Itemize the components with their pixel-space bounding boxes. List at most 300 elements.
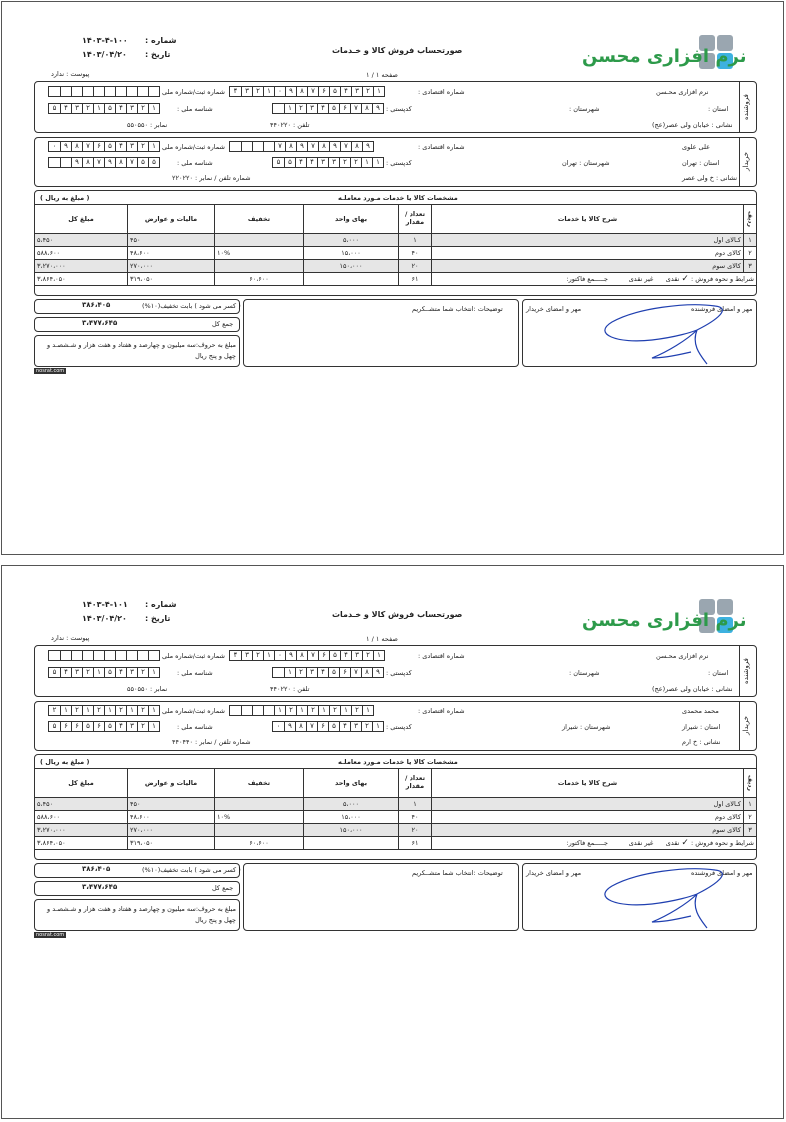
page-info: صفحه ۱ / ۱ xyxy=(366,71,398,79)
seller-postal-grid xyxy=(272,103,384,114)
cell-total: ۵۸۸،۶۰۰ xyxy=(35,247,128,260)
seller-province-label: استان : xyxy=(708,105,729,113)
buyer-city xyxy=(562,724,610,731)
discount-line-value: ۳۸۶،۴۰۵ xyxy=(82,865,111,873)
digit-cell xyxy=(93,651,104,660)
digit-cell: ۳ xyxy=(241,651,252,660)
seller-phone xyxy=(270,122,309,129)
digit-cell: ۵ xyxy=(82,722,93,731)
digit-cell: ۴ xyxy=(295,158,306,167)
buyer-address xyxy=(682,739,720,746)
digit-cell: ۲ xyxy=(285,706,296,715)
header-desc: شرح کالا یا خدمات xyxy=(432,205,744,234)
digit-cell: ۸ xyxy=(285,142,296,151)
digit-cell: ۱ xyxy=(148,104,159,113)
digit-cell: ۰ xyxy=(276,722,281,730)
buyer-reg-label: شماره ثبت/شماره ملی xyxy=(162,143,225,151)
invoice-total-label: جـــــمع فاکتور: xyxy=(566,839,609,847)
seller-national-label: شناسه ملی : xyxy=(177,105,213,113)
digit-cell: ۸ xyxy=(71,142,82,151)
watermark: nosrat.com xyxy=(36,932,65,938)
net-label: جمع کل xyxy=(212,884,234,892)
summary-qty_total: ۶۱ xyxy=(399,273,432,286)
currency-note: ( مبلغ به ریال ) xyxy=(40,758,90,766)
digit-cell xyxy=(115,87,126,96)
digit-cell: ۲ xyxy=(362,651,373,660)
discount-line-label: ( کسر می شود ) بابت تخفیف(۱۰%) xyxy=(142,866,241,874)
digit-cell: ۱ xyxy=(284,668,295,677)
seller-section-label: فروشنده xyxy=(742,658,750,684)
digit-cell xyxy=(273,668,284,677)
cell-desc: کالای سوم xyxy=(432,824,744,837)
digit-cell: ۵ xyxy=(104,722,115,731)
digit-cell xyxy=(104,651,115,660)
digit-cell: ۲ xyxy=(361,722,372,731)
table-row xyxy=(35,824,757,837)
digit-cell: ۱ xyxy=(372,158,383,167)
digit-cell: ۴ xyxy=(233,87,238,95)
digit-cell: ۳ xyxy=(317,158,328,167)
digit-cell: ۱ xyxy=(296,706,307,715)
seller-reg-grid xyxy=(48,650,160,661)
cell-unit_price: ۱۵۰،۰۰۰ xyxy=(304,260,399,273)
invoice-page xyxy=(1,565,784,1119)
digit-cell xyxy=(148,651,159,660)
digit-cell: ۷ xyxy=(307,651,318,660)
digit-cell: ۲ xyxy=(93,706,104,715)
header-unit_price: بهای واحد xyxy=(304,769,399,798)
digit-cell: ۶ xyxy=(339,104,350,113)
digit-cell: ۵ xyxy=(328,668,339,677)
cell-discount xyxy=(215,260,304,273)
cash-option: نقدی xyxy=(665,275,680,283)
cell-desc: کـالای اول xyxy=(432,234,744,247)
digit-cell: ۵ xyxy=(276,158,281,166)
cell-unit_price: ۵،۰۰۰ xyxy=(304,798,399,811)
digit-cell: ۷ xyxy=(340,142,351,151)
digit-cell: ۵ xyxy=(104,142,115,151)
seller-eco-label: شماره اقتصادی : xyxy=(418,652,465,660)
digit-cell: ۵ xyxy=(104,668,115,677)
digit-cell: ۸ xyxy=(318,142,329,151)
seller-signature-label: مهر و امضای فروشنده xyxy=(691,305,753,313)
cell-discount xyxy=(215,234,304,247)
digit-cell: ۲ xyxy=(307,706,318,715)
digit-cell: ۵ xyxy=(52,104,57,112)
summary-grand_total: ۳،۸۶۴،۰۵۰ xyxy=(35,273,128,286)
seller-postal-label: کدپستی : xyxy=(386,669,412,677)
cell-discount xyxy=(215,798,304,811)
digit-cell: ۱ xyxy=(82,706,93,715)
digit-cell: ۹ xyxy=(372,668,383,677)
net-value: ۳،۴۷۷،۶۴۵ xyxy=(82,319,118,327)
digit-cell: ۷ xyxy=(307,142,318,151)
conditions-label: شرایط و نحوه فروش : xyxy=(691,275,754,283)
cell-total: ۳،۲۷۰،۰۰۰ xyxy=(35,824,128,837)
currency-note: ( مبلغ به ریال ) xyxy=(40,194,90,202)
field-label: استان : xyxy=(700,723,721,731)
signature-drawing xyxy=(597,864,747,930)
digit-cell xyxy=(49,87,60,96)
digit-cell xyxy=(49,158,60,167)
header-row: ردیف xyxy=(744,769,757,798)
cell-row: ۱ xyxy=(744,234,757,247)
header-tax: مالیات و عوارض xyxy=(128,205,215,234)
page-info: صفحه ۱ / ۱ xyxy=(366,635,398,643)
sale-conditions xyxy=(432,273,757,286)
discount-line-label: ( کسر می شود ) بابت تخفیف(۱۰%) xyxy=(142,302,241,310)
digit-cell: ۷ xyxy=(274,142,285,151)
digit-cell: ۶ xyxy=(339,668,350,677)
digit-cell xyxy=(60,87,71,96)
digit-cell: ۲ xyxy=(295,668,306,677)
buyer-section-label: خریدار xyxy=(742,715,750,735)
table-row xyxy=(35,798,757,811)
seller-postal-label: کدپستی : xyxy=(386,105,412,113)
buyer-signature-label: مهر و امضای خریدار xyxy=(526,869,582,877)
cell-unit_price: ۱۵۰،۰۰۰ xyxy=(304,824,399,837)
seller-signature-label: مهر و امضای فروشنده xyxy=(691,869,753,877)
items-table xyxy=(34,768,757,850)
noncash-option: غیر نقدی xyxy=(628,275,654,283)
table-row xyxy=(35,811,757,824)
table-row xyxy=(35,234,757,247)
header-unit_price: بهای واحد xyxy=(304,205,399,234)
items-header-row xyxy=(35,205,757,234)
net-box xyxy=(34,881,240,896)
digit-cell: ۹ xyxy=(284,722,295,731)
seller-city-label: شهرستان : xyxy=(569,669,600,677)
field-label: شهرستان : xyxy=(580,723,611,731)
buyer-section-label: خریدار xyxy=(742,151,750,171)
header-tax: مالیات و عوارض xyxy=(128,769,215,798)
cell-row: ۳ xyxy=(744,824,757,837)
summary-discount_total: ۶۰،۶۰۰ xyxy=(215,273,304,286)
digit-cell: ۴ xyxy=(317,104,328,113)
field-label: استان : xyxy=(699,159,720,167)
seller-section-label: فروشنده xyxy=(742,94,750,120)
buyer-phone xyxy=(172,739,251,746)
field-value: ۴۴۰۲۲۰ xyxy=(270,121,291,129)
buyer-eco-grid xyxy=(229,705,374,716)
field-label: نشانی : xyxy=(716,174,738,182)
digit-cell: ۴ xyxy=(60,668,71,677)
digit-cell: ۴ xyxy=(115,668,126,677)
digit-cell: ۱ xyxy=(372,722,383,731)
cell-desc: کالای دوم xyxy=(432,247,744,260)
cell-row: ۱ xyxy=(744,798,757,811)
invoice-number-label: شماره : xyxy=(145,36,177,45)
digit-cell: ۰ xyxy=(274,651,285,660)
digit-cell: ۹ xyxy=(60,142,71,151)
digit-cell: ۱ xyxy=(148,706,159,715)
cell-discount: ۱۰% xyxy=(215,811,304,824)
digit-cell: ۶ xyxy=(71,722,82,731)
cell-total: ۵،۴۵۰ xyxy=(35,234,128,247)
digit-cell xyxy=(93,87,104,96)
digit-cell xyxy=(241,142,252,151)
cell-qty: ۴۰ xyxy=(399,811,432,824)
cell-discount xyxy=(215,824,304,837)
digit-cell: ۷ xyxy=(93,158,104,167)
cell-desc: کـالای اول xyxy=(432,798,744,811)
digit-cell: ۷ xyxy=(307,87,318,96)
buyer-signature-label: مهر و امضای خریدار xyxy=(526,305,582,313)
invoice-title: صورتحساب فروش کالا و خـدمات xyxy=(332,610,463,619)
digit-cell xyxy=(126,87,137,96)
digit-cell xyxy=(49,651,60,660)
net-box xyxy=(34,317,240,332)
digit-cell: ۱ xyxy=(148,722,159,731)
digit-cell: ۶ xyxy=(60,722,71,731)
invoice-date: ۱۴۰۳/۰۴/۲۰ xyxy=(82,50,127,59)
field-label: شهرستان : xyxy=(579,159,610,167)
digit-cell: ۲ xyxy=(362,87,373,96)
field-label: نشانی : xyxy=(699,738,721,746)
invoice-date-label: تاریخ : xyxy=(145,50,171,59)
cell-unit_price: ۵،۰۰۰ xyxy=(304,234,399,247)
digit-cell: ۱ xyxy=(148,668,159,677)
header-discount: تخفیف xyxy=(215,205,304,234)
invoice-number: ۱۴۰۳-۴-۱۰۰ xyxy=(82,36,128,45)
digit-cell: ۲ xyxy=(137,706,148,715)
buyer-eco-grid xyxy=(229,141,374,152)
seller-name: نرم افزاری محـسن xyxy=(656,652,709,660)
cell-total: ۵۸۸،۶۰۰ xyxy=(35,811,128,824)
buyer-postal-label: کدپستی : xyxy=(386,159,412,167)
header-qty: تعداد / مقدار xyxy=(399,205,432,234)
digit-cell: ۳ xyxy=(126,142,137,151)
seller-national-grid xyxy=(48,667,160,678)
digit-cell: ۴ xyxy=(339,722,350,731)
digit-cell: ۳ xyxy=(126,722,137,731)
cell-row: ۳ xyxy=(744,260,757,273)
digit-cell xyxy=(230,142,241,151)
buyer-province xyxy=(682,724,720,731)
digit-cell: ۱ xyxy=(284,104,295,113)
digit-cell: ۲ xyxy=(71,706,82,715)
digit-cell: ۸ xyxy=(296,87,307,96)
digit-cell: ۰ xyxy=(52,142,57,150)
cell-tax: ۲۷۰،۰۰۰ xyxy=(128,260,215,273)
digit-cell: ۱ xyxy=(274,706,285,715)
digit-cell xyxy=(137,651,148,660)
cell-row: ۲ xyxy=(744,247,757,260)
digit-cell: ۲ xyxy=(137,142,148,151)
cell-tax: ۴۵۰ xyxy=(128,798,215,811)
logo-text: نرم افزاری محسن xyxy=(582,610,747,631)
digit-cell: ۴ xyxy=(115,104,126,113)
check-icon: ✓ xyxy=(681,274,689,284)
logo-text: نرم افزاری محسن xyxy=(582,46,747,67)
field-label: شماره تلفن / نمابر : xyxy=(195,738,251,746)
digit-cell: ۹ xyxy=(296,142,307,151)
conditions-label: شرایط و نحوه فروش : xyxy=(691,839,754,847)
cell-qty: ۴۰ xyxy=(399,247,432,260)
field-value: ۲۲۰۲۲۰ xyxy=(172,174,193,182)
invoice-date: ۱۴۰۳/۰۴/۲۰ xyxy=(82,614,127,623)
digit-cell: ۴ xyxy=(233,651,238,659)
items-header-row xyxy=(35,769,757,798)
cell-total: ۳،۲۷۰،۰۰۰ xyxy=(35,260,128,273)
buyer-city xyxy=(562,160,610,167)
digit-cell: ۴ xyxy=(60,104,71,113)
buyer-eco-label: شماره اقتصادی : xyxy=(418,143,465,151)
digit-cell: ۵ xyxy=(328,104,339,113)
digit-cell: ۲ xyxy=(252,651,263,660)
digit-cell xyxy=(148,87,159,96)
seller-province-label: استان : xyxy=(708,669,729,677)
buyer-reg-label: شماره ثبت/شماره ملی xyxy=(162,707,225,715)
digit-cell: ۷ xyxy=(82,142,93,151)
sale-conditions xyxy=(432,837,757,850)
digit-cell: ۸ xyxy=(361,104,372,113)
digit-cell: ۴ xyxy=(306,158,317,167)
header-total: مبلغ کل xyxy=(35,769,128,798)
digit-cell: ۹ xyxy=(372,104,383,113)
digit-cell xyxy=(60,651,71,660)
summary-row xyxy=(35,837,757,850)
digit-cell: ۱ xyxy=(93,668,104,677)
digit-cell: ۶ xyxy=(317,722,328,731)
items-section-title: مشخصات کالا یا خدمات مـورد معاملـه xyxy=(338,194,458,202)
digit-cell xyxy=(252,706,263,715)
digit-cell: ۵ xyxy=(328,722,339,731)
digit-cell: ۳ xyxy=(71,668,82,677)
digit-cell xyxy=(241,706,252,715)
seller-fax xyxy=(127,686,167,693)
digit-cell xyxy=(82,87,93,96)
field-value: خیابان ولی عصر(عج) xyxy=(652,685,710,693)
digit-cell xyxy=(82,651,93,660)
digit-cell: ۵ xyxy=(329,651,340,660)
cell-discount: ۱۰% xyxy=(215,247,304,260)
digit-cell xyxy=(126,651,137,660)
seller-address xyxy=(652,686,733,693)
digit-cell xyxy=(263,706,274,715)
digit-cell: ۱ xyxy=(340,706,351,715)
buyer-reg-grid xyxy=(48,141,160,152)
digit-cell: ۴ xyxy=(340,651,351,660)
seller-national-label: شناسه ملی : xyxy=(177,669,213,677)
cell-qty: ۲۰ xyxy=(399,824,432,837)
field-value: ۴۴۰۴۴۰ xyxy=(172,738,193,746)
buyer-national-grid xyxy=(48,157,160,168)
cell-unit_price: ۱۵،۰۰۰ xyxy=(304,247,399,260)
field-value: ۴۴۰۲۲۰ xyxy=(270,685,291,693)
digit-cell: ۱ xyxy=(126,706,137,715)
cell-unit_price: ۱۵،۰۰۰ xyxy=(304,811,399,824)
items-table xyxy=(34,204,757,286)
seller-name: نرم افزاری محـسن xyxy=(656,88,709,96)
digit-cell: ۵ xyxy=(52,668,57,676)
digit-cell: ۲ xyxy=(52,706,57,714)
digit-cell: ۲ xyxy=(137,104,148,113)
summary-qty_total: ۶۱ xyxy=(399,837,432,850)
field-label: نشانی : xyxy=(711,121,733,129)
digit-cell: ۴ xyxy=(115,722,126,731)
buyer-province xyxy=(682,160,719,167)
seller-eco-label: شماره اقتصادی : xyxy=(418,88,465,96)
seller-city-label: شهرستان : xyxy=(569,105,600,113)
digit-cell: ۲ xyxy=(351,706,362,715)
buyer-national-label: شناسه ملی : xyxy=(177,723,213,731)
field-value: تهران xyxy=(682,159,697,167)
amount-in-words: مبلغ به حروف:سه میلیون و چهارصد و هفتاد و هفت هزار و شـشصـد و چهل و پنج ریال xyxy=(47,341,236,361)
digit-cell: ۵ xyxy=(137,158,148,167)
seller-national-grid xyxy=(48,103,160,114)
table-row xyxy=(35,260,757,273)
digit-cell: ۱ xyxy=(263,87,274,96)
field-value: تهران xyxy=(562,159,577,167)
digit-cell xyxy=(115,651,126,660)
digit-cell: ۲ xyxy=(295,104,306,113)
digit-cell: ۵ xyxy=(148,158,159,167)
buyer-national-grid xyxy=(48,721,160,732)
digit-cell xyxy=(263,142,274,151)
remarks-text: توضیحات :انتخاب شما متشــکریم xyxy=(412,869,503,877)
digit-cell: ۲ xyxy=(339,158,350,167)
digit-cell: ۳ xyxy=(328,158,339,167)
field-value: ۵۵۰۵۵۰ xyxy=(127,685,148,693)
summary-tax_total: ۳۱۹،۰۵۰ xyxy=(128,273,215,286)
field-value: شیراز xyxy=(682,723,698,731)
header-qty: تعداد / مقدار xyxy=(399,769,432,798)
buyer-postal-grid xyxy=(272,157,384,168)
digit-cell: ۶ xyxy=(93,722,104,731)
digit-cell: ۵ xyxy=(52,722,57,730)
digit-cell: ۲ xyxy=(137,722,148,731)
digit-cell: ۶ xyxy=(318,87,329,96)
digit-cell: ۸ xyxy=(351,142,362,151)
digit-cell xyxy=(252,142,263,151)
cell-tax: ۲۷۰،۰۰۰ xyxy=(128,824,215,837)
digit-cell: ۳ xyxy=(350,722,361,731)
attachment: پیوست : ندارد xyxy=(51,634,90,642)
summary-row xyxy=(35,273,757,286)
digit-cell: ۳ xyxy=(71,104,82,113)
buyer-name: محمد محمدی xyxy=(682,707,719,715)
cell-tax: ۴۵۰ xyxy=(128,234,215,247)
digit-cell: ۸ xyxy=(361,668,372,677)
field-label: نشانی : xyxy=(711,685,733,693)
net-label: جمع کل xyxy=(212,320,234,328)
buyer-postal-grid xyxy=(272,721,384,732)
field-label: نمابر : xyxy=(150,685,168,693)
digit-cell: ۳ xyxy=(351,87,362,96)
summary-grand_total: ۳،۸۶۴،۰۵۰ xyxy=(35,837,128,850)
digit-cell: ۳ xyxy=(126,104,137,113)
digit-cell: ۷ xyxy=(350,104,361,113)
invoice-total-label: جـــــمع فاکتور: xyxy=(566,275,609,283)
digit-cell: ۱ xyxy=(361,158,372,167)
digit-cell: ۹ xyxy=(71,158,82,167)
digit-cell: ۹ xyxy=(285,651,296,660)
invoice-number-label: شماره : xyxy=(145,600,177,609)
digit-cell: ۹ xyxy=(329,142,340,151)
buyer-reg-grid xyxy=(48,705,160,716)
discount-line-value: ۳۸۶،۴۰۵ xyxy=(82,301,111,309)
digit-cell: ۰ xyxy=(274,87,285,96)
seller-postal-grid xyxy=(272,667,384,678)
digit-cell: ۷ xyxy=(126,158,137,167)
digit-cell: ۴ xyxy=(340,87,351,96)
remarks-text: توضیحات :انتخاب شما متشــکریم xyxy=(412,305,503,313)
digit-cell: ۲ xyxy=(82,104,93,113)
summary-empty xyxy=(304,273,399,286)
cell-qty: ۱ xyxy=(399,234,432,247)
digit-cell: ۱ xyxy=(93,104,104,113)
